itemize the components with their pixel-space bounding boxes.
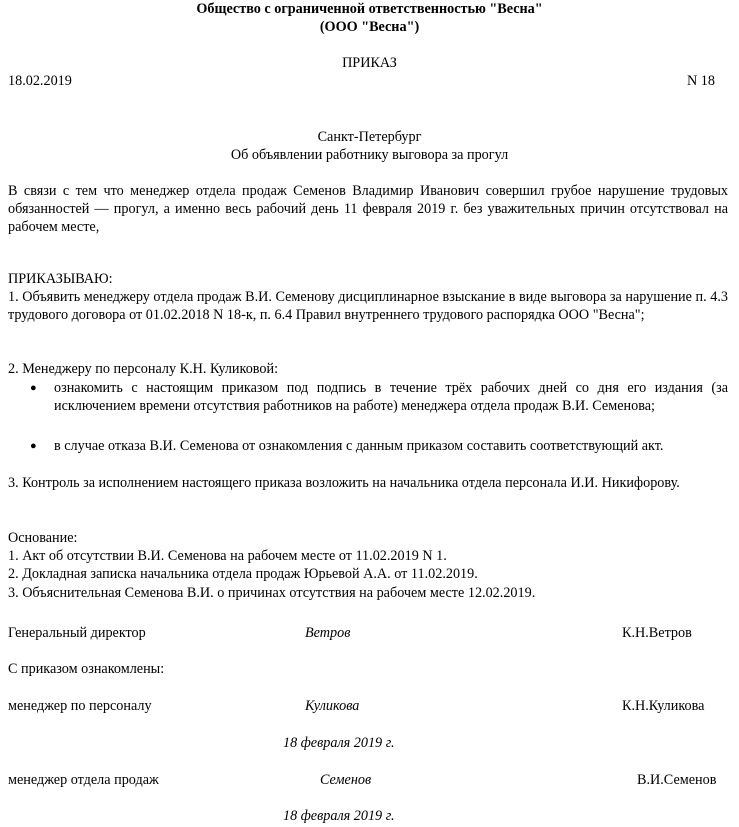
- basis-item: 2. Докладная записка начальника отдела продаж Юрьевой А.А. от 11.02.2019.: [8, 566, 478, 582]
- org-short-name: (ООО "Весна"): [319, 19, 420, 35]
- order-item-2: 2. Менеджеру по персоналу К.Н. Куликовой:: [8, 361, 279, 377]
- order-item-3: 3. Контроль за исполнением настоящего приказа возложить на начальника отдела персонала И.И. Никифорову.: [8, 475, 680, 491]
- document-date: 18.02.2019: [8, 73, 72, 89]
- sales-date: 18 февраля 2019 г.: [283, 808, 395, 824]
- order-word: ПРИКАЗЫВАЮ:: [8, 271, 113, 287]
- document-title: ПРИКАЗ: [342, 55, 397, 71]
- sales-signature: Семенов: [320, 772, 372, 788]
- hr-signature: Куликова: [305, 698, 360, 714]
- basis-heading: Основание:: [8, 530, 78, 546]
- city: Санкт-Петербург: [317, 129, 422, 145]
- bullet-icon: ●: [30, 440, 37, 452]
- acquainted-heading: С приказом ознакомлены:: [8, 661, 165, 677]
- document-subject: Об объявлении работнику выговора за прогул: [230, 147, 509, 163]
- bullet-item: [30, 437, 728, 455]
- document-number: N 18: [687, 73, 715, 89]
- hr-position: менеджер по персоналу: [8, 698, 152, 714]
- order-item-1: 1. Объявить менеджеру отдела продаж В.И. Семенову дисциплинарное взыскание в виде выговора за нарушение п. 4.3 трудового договора от 01.02.2018 N 18-к, п. 6.4 Правил внутреннего трудового распорядка ООО "Весна";: [8, 289, 728, 323]
- director-signature: Ветров: [305, 625, 351, 641]
- sales-position: менеджер отдела продаж: [8, 772, 159, 788]
- hr-date: 18 февраля 2019 г.: [283, 735, 395, 751]
- preamble-paragraph: В связи с тем что менеджер отдела продаж Семенов Владимир Иванович совершил грубое нарушение трудовых обязанностей — прогул, а именно весь рабочий день 11 февраля 2019 г. без уважительных причин отсутствовал на рабочем месте,: [8, 183, 728, 235]
- bullet-text: в случае отказа В.И. Семенова от ознакомления с данным приказом составить соответствующий акт.: [54, 438, 664, 454]
- basis-item: 3. Объяснительная Семенова В.И. о причинах отсутствия на рабочем месте 12.02.2019.: [8, 585, 536, 601]
- org-name: Общество с ограниченной ответственностью "Весна": [196, 1, 543, 17]
- bullet-icon: ●: [30, 382, 37, 394]
- sales-name: В.И.Семенов: [637, 772, 717, 788]
- director-position: Генеральный директор: [8, 625, 146, 641]
- bullet-item: [30, 379, 728, 415]
- bullet-text: ознакомить с настоящим приказом под подпись в течение трёх рабочих дней со дня его издания (за исключением времени отсутствия работников на работе) менеджера отдела продаж В.И. Семенова;: [54, 380, 728, 414]
- basis-item: 1. Акт об отсутствии В.И. Семенова на рабочем месте от 11.02.2019 N 1.: [8, 548, 447, 564]
- director-name: К.Н.Ветров: [622, 625, 692, 641]
- hr-name: К.Н.Куликова: [622, 698, 705, 714]
